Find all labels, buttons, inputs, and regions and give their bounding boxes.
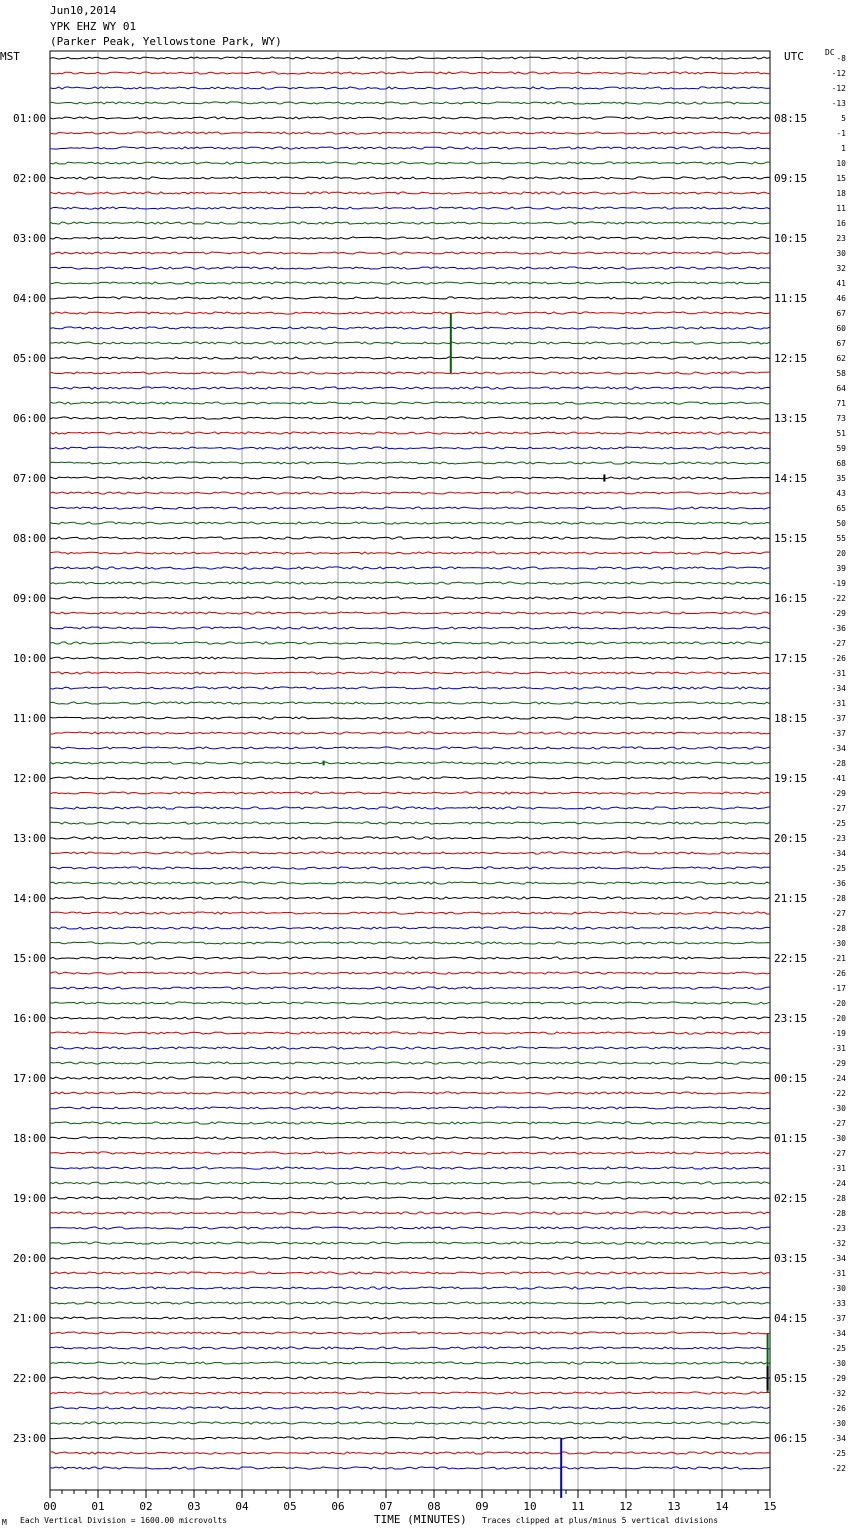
trace-line (50, 852, 770, 854)
dc-offset-label: 10 (836, 159, 846, 168)
mst-hour-label: 08:00 (13, 532, 47, 545)
mst-hour-label: 14:00 (13, 892, 47, 905)
trace-line (50, 1032, 770, 1034)
dc-offset-label: -33 (831, 1299, 846, 1308)
trace-line (50, 312, 770, 314)
trace-line (50, 132, 770, 134)
mst-hour-label: 04:00 (13, 292, 47, 305)
x-tick-label: 08 (427, 1500, 441, 1513)
utc-hour-label: 17:15 (774, 652, 808, 665)
utc-hour-label: 13:15 (774, 412, 808, 425)
trace-line (50, 207, 770, 209)
trace-line (50, 477, 770, 479)
trace-line (50, 492, 770, 494)
utc-hour-label: 23:15 (774, 1012, 808, 1025)
utc-hour-label: 08:15 (774, 112, 808, 125)
dc-offset-label: -25 (831, 819, 846, 828)
mst-hour-label: 03:00 (13, 232, 47, 245)
mst-hour-label: 13:00 (13, 832, 47, 845)
dc-offset-label: -26 (831, 969, 846, 978)
mst-hour-label: 12:00 (13, 772, 47, 785)
x-tick-label: 00 (43, 1500, 57, 1513)
dc-offset-label: -27 (831, 804, 846, 813)
right-timezone-label: UTC (784, 50, 804, 63)
utc-hour-label: 00:15 (774, 1072, 808, 1085)
trace-line (50, 912, 770, 914)
x-tick-label: 02 (139, 1500, 153, 1513)
trace-line (50, 687, 770, 689)
axis-labels (13, 54, 846, 1473)
dc-offset-label: -31 (831, 1269, 846, 1278)
utc-hour-label: 22:15 (774, 952, 808, 965)
trace-line (50, 822, 770, 824)
x-tick-label: 05 (283, 1500, 297, 1513)
dc-offset-label: 23 (836, 234, 846, 243)
trace-line (50, 447, 770, 449)
trace-line (50, 222, 770, 224)
dc-offset-label: -29 (831, 789, 846, 798)
dc-offset-label: -37 (831, 714, 846, 723)
dc-offset-label: -12 (831, 69, 846, 78)
trace-line (50, 987, 770, 989)
utc-hour-label: 15:15 (774, 532, 808, 545)
corner-mark: M (2, 1518, 7, 1527)
trace-line (50, 1287, 770, 1289)
dc-offset-label: 59 (836, 444, 846, 453)
dc-offset-label: -36 (831, 879, 846, 888)
trace-line (50, 87, 770, 89)
trace-line (50, 282, 770, 284)
dc-offset-label: -34 (831, 1434, 846, 1443)
dc-offset-label: -31 (831, 699, 846, 708)
trace-line (50, 102, 770, 104)
trace-group (50, 57, 770, 1498)
dc-offset-label: 43 (836, 489, 846, 498)
x-tick-label: 12 (619, 1500, 633, 1513)
utc-hour-label: 20:15 (774, 832, 808, 845)
utc-hour-label: 10:15 (774, 232, 808, 245)
mst-hour-label: 09:00 (13, 592, 47, 605)
trace-line (50, 1047, 770, 1049)
dc-offset-label: -34 (831, 1329, 846, 1338)
trace-line (50, 522, 770, 524)
dc-offset-label: 50 (836, 519, 846, 528)
dc-offset-label: -29 (831, 1059, 846, 1068)
trace-line (50, 867, 770, 869)
trace-line (50, 1107, 770, 1109)
dc-offset-label: -24 (831, 1179, 846, 1188)
dc-offset-label: -30 (831, 1104, 846, 1113)
dc-offset-label: 1 (841, 144, 846, 153)
trace-line (50, 342, 770, 344)
x-axis-title: TIME (MINUTES) (374, 1513, 467, 1526)
mst-hour-label: 06:00 (13, 412, 47, 425)
header-station: YPK EHZ WY 01 (50, 20, 137, 33)
dc-offset-label: -26 (831, 654, 846, 663)
trace-line (50, 732, 770, 734)
dc-offset-label: 51 (836, 429, 846, 438)
dc-offset-label: -37 (831, 729, 846, 738)
trace-line (50, 1422, 770, 1424)
x-tick-label: 03 (187, 1500, 201, 1513)
trace-line (50, 1017, 770, 1019)
trace-line (50, 582, 770, 584)
dc-offset-label: 68 (836, 459, 846, 468)
utc-hour-label: 06:15 (774, 1432, 808, 1445)
x-tick-label: 14 (715, 1500, 729, 1513)
mst-hour-label: 15:00 (13, 952, 47, 965)
trace-line (50, 432, 770, 434)
trace-line (50, 612, 770, 614)
trace-line (50, 1242, 770, 1244)
dc-offset-label: 30 (836, 249, 846, 258)
dc-offset-label: -31 (831, 1164, 846, 1173)
dc-offset-label: 16 (836, 219, 846, 228)
dc-offset-label: -25 (831, 864, 846, 873)
dc-offset-label: -23 (831, 834, 846, 843)
clip-note: Traces clipped at plus/minus 5 vertical divisions (482, 1516, 719, 1525)
x-tick-label: 10 (523, 1500, 537, 1513)
utc-hour-label: 03:15 (774, 1252, 808, 1265)
trace-line (50, 117, 770, 119)
trace-line (50, 1002, 770, 1004)
trace-line (50, 372, 770, 374)
dc-label: DC (825, 48, 835, 57)
utc-hour-label: 21:15 (774, 892, 808, 905)
mst-hour-label: 20:00 (13, 1252, 47, 1265)
dc-offset-label: -30 (831, 1419, 846, 1428)
trace-line (50, 1257, 770, 1259)
dc-offset-label: -29 (831, 1374, 846, 1383)
trace-line (50, 672, 770, 674)
trace-line (50, 1062, 770, 1064)
dc-offset-label: -37 (831, 1314, 846, 1323)
dc-offset-label: -34 (831, 744, 846, 753)
dc-offset-label: -20 (831, 999, 846, 1008)
dc-offset-label: -30 (831, 1359, 846, 1368)
dc-offset-label: 20 (836, 549, 846, 558)
trace-line (50, 942, 770, 944)
x-tick-label: 07 (379, 1500, 393, 1513)
dc-offset-label: -24 (831, 1074, 846, 1083)
dc-offset-label: 32 (836, 264, 846, 273)
trace-line (50, 1212, 770, 1214)
utc-hour-label: 12:15 (774, 352, 808, 365)
dc-offset-label: -25 (831, 1344, 846, 1353)
trace-line (50, 627, 770, 629)
trace-line (50, 1227, 770, 1229)
dc-offset-label: -17 (831, 984, 846, 993)
dc-offset-label: -22 (831, 594, 846, 603)
utc-hour-label: 02:15 (774, 1192, 808, 1205)
trace-line (50, 957, 770, 959)
dc-offset-label: -28 (831, 924, 846, 933)
trace-line (50, 1437, 770, 1439)
trace-line (50, 537, 770, 539)
trace-line (50, 252, 770, 254)
dc-offset-label: -34 (831, 684, 846, 693)
trace-line (50, 1377, 770, 1379)
mst-hour-label: 10:00 (13, 652, 47, 665)
dc-offset-label: -34 (831, 1254, 846, 1263)
dc-offset-label: -28 (831, 1194, 846, 1203)
trace-line (50, 1317, 770, 1319)
trace-line (50, 192, 770, 194)
trace-line (50, 327, 770, 329)
trace-line (50, 717, 770, 719)
utc-hour-label: 01:15 (774, 1132, 808, 1145)
dc-offset-label: -28 (831, 894, 846, 903)
trace-line (50, 882, 770, 884)
trace-line (50, 552, 770, 554)
header-location: (Parker Peak, Yellowstone Park, WY) (50, 35, 282, 48)
trace-line (50, 1167, 770, 1169)
dc-offset-label: 64 (836, 384, 846, 393)
trace-line (50, 1362, 770, 1364)
dc-offset-label: -22 (831, 1089, 846, 1098)
trace-line (50, 57, 770, 59)
x-tick-label: 06 (331, 1500, 345, 1513)
trace-line (50, 642, 770, 644)
dc-offset-label: 71 (836, 399, 846, 408)
trace-line (50, 1182, 770, 1184)
x-tick-label: 11 (571, 1500, 585, 1513)
header-date: Jun10,2014 (50, 4, 117, 17)
trace-line (50, 567, 770, 569)
trace-line (50, 1272, 770, 1274)
x-axis (43, 1490, 776, 1513)
dc-offset-label: -28 (831, 759, 846, 768)
dc-offset-label: -36 (831, 624, 846, 633)
trace-line (50, 972, 770, 974)
utc-hour-label: 11:15 (774, 292, 808, 305)
dc-offset-label: 18 (836, 189, 846, 198)
dc-offset-label: 11 (836, 204, 846, 213)
trace-line (50, 462, 770, 464)
trace-line (50, 147, 770, 149)
dc-offset-label: -23 (831, 1224, 846, 1233)
dc-offset-label: -27 (831, 639, 846, 648)
trace-line (50, 1077, 770, 1079)
trace-line (50, 1092, 770, 1094)
x-tick-label: 01 (91, 1500, 105, 1513)
trace-line (50, 702, 770, 704)
dc-offset-label: 67 (836, 339, 846, 348)
trace-line (50, 267, 770, 269)
dc-offset-label: 5 (841, 114, 846, 123)
utc-hour-label: 05:15 (774, 1372, 808, 1385)
scale-note: Each Vertical Division = 1600.00 microvolts (20, 1516, 228, 1525)
dc-offset-label: -27 (831, 909, 846, 918)
dc-offset-label: 15 (836, 174, 846, 183)
mst-hour-label: 05:00 (13, 352, 47, 365)
trace-line (50, 1347, 770, 1349)
trace-line (50, 1137, 770, 1139)
x-tick-label: 04 (235, 1500, 249, 1513)
trace-line (50, 177, 770, 179)
dc-offset-label: 55 (836, 534, 846, 543)
dc-offset-label: 62 (836, 354, 846, 363)
mst-hour-label: 11:00 (13, 712, 47, 725)
trace-line (50, 777, 770, 779)
dc-offset-label: -13 (831, 99, 846, 108)
dc-offset-label: -30 (831, 1284, 846, 1293)
trace-line (50, 1407, 770, 1409)
x-tick-label: 15 (763, 1500, 777, 1513)
dc-offset-label: 65 (836, 504, 846, 513)
dc-offset-label: -30 (831, 939, 846, 948)
dc-offset-label: -26 (831, 1404, 846, 1413)
mst-hour-label: 21:00 (13, 1312, 47, 1325)
mst-hour-label: 18:00 (13, 1132, 47, 1145)
trace-line (50, 1452, 770, 1454)
mst-hour-label: 22:00 (13, 1372, 47, 1385)
dc-offset-label: 58 (836, 369, 846, 378)
trace-line (50, 387, 770, 389)
x-tick-label: 09 (475, 1500, 489, 1513)
trace-line (50, 897, 770, 899)
utc-hour-label: 18:15 (774, 712, 808, 725)
dc-offset-label: -22 (831, 1464, 846, 1473)
dc-offset-label: -12 (831, 84, 846, 93)
trace-line (50, 747, 770, 749)
trace-line (50, 72, 770, 74)
utc-hour-label: 14:15 (774, 472, 808, 485)
dc-offset-label: -31 (831, 669, 846, 678)
mst-hour-label: 02:00 (13, 172, 47, 185)
x-tick-label: 13 (667, 1500, 681, 1513)
dc-offset-label: -8 (836, 54, 846, 63)
trace-line (50, 237, 770, 239)
trace-line (50, 417, 770, 419)
plot-frame (50, 51, 770, 1490)
trace-line (50, 1122, 770, 1124)
trace-line (50, 657, 770, 659)
dc-offset-label: -28 (831, 1209, 846, 1218)
mst-hour-label: 07:00 (13, 472, 47, 485)
dc-offset-label: 39 (836, 564, 846, 573)
dc-offset-label: 73 (836, 414, 846, 423)
utc-hour-label: 19:15 (774, 772, 808, 785)
grid (50, 51, 770, 1490)
mst-hour-label: 23:00 (13, 1432, 47, 1445)
dc-offset-label: 46 (836, 294, 846, 303)
left-timezone-label: MST (0, 50, 20, 63)
dc-offset-label: -27 (831, 1119, 846, 1128)
dc-offset-label: 60 (836, 324, 846, 333)
utc-hour-label: 04:15 (774, 1312, 808, 1325)
dc-offset-label: -29 (831, 609, 846, 618)
trace-line (50, 1392, 770, 1394)
trace-line (50, 402, 770, 404)
trace-line (50, 927, 770, 929)
trace-line (50, 1332, 770, 1334)
dc-offset-label: -25 (831, 1449, 846, 1458)
trace-line (50, 162, 770, 164)
trace-line (50, 762, 770, 764)
dc-offset-label: -27 (831, 1149, 846, 1158)
mst-hour-label: 17:00 (13, 1072, 47, 1085)
utc-hour-label: 09:15 (774, 172, 808, 185)
mst-hour-label: 19:00 (13, 1192, 47, 1205)
dc-offset-label: -21 (831, 954, 846, 963)
trace-line (50, 297, 770, 299)
utc-hour-label: 16:15 (774, 592, 808, 605)
trace-line (50, 357, 770, 359)
dc-offset-label: -19 (831, 1029, 846, 1038)
dc-offset-label: -34 (831, 849, 846, 858)
mst-hour-label: 01:00 (13, 112, 47, 125)
trace-line (50, 507, 770, 509)
dc-offset-label: -31 (831, 1044, 846, 1053)
trace-line (50, 837, 770, 839)
dc-offset-label: -41 (831, 774, 846, 783)
dc-offset-label: 35 (836, 474, 846, 483)
trace-line (50, 1197, 770, 1199)
trace-line (50, 1467, 770, 1469)
dc-offset-label: -1 (836, 129, 846, 138)
dc-offset-label: -32 (831, 1389, 846, 1398)
trace-line (50, 597, 770, 599)
dc-offset-label: 67 (836, 309, 846, 318)
trace-line (50, 1302, 770, 1304)
dc-offset-label: -20 (831, 1014, 846, 1023)
dc-offset-label: -32 (831, 1239, 846, 1248)
mst-hour-label: 16:00 (13, 1012, 47, 1025)
dc-offset-label: 41 (836, 279, 846, 288)
dc-offset-label: -19 (831, 579, 846, 588)
trace-line (50, 807, 770, 809)
dc-offset-label: -30 (831, 1134, 846, 1143)
trace-line (50, 792, 770, 794)
trace-line (50, 1152, 770, 1154)
